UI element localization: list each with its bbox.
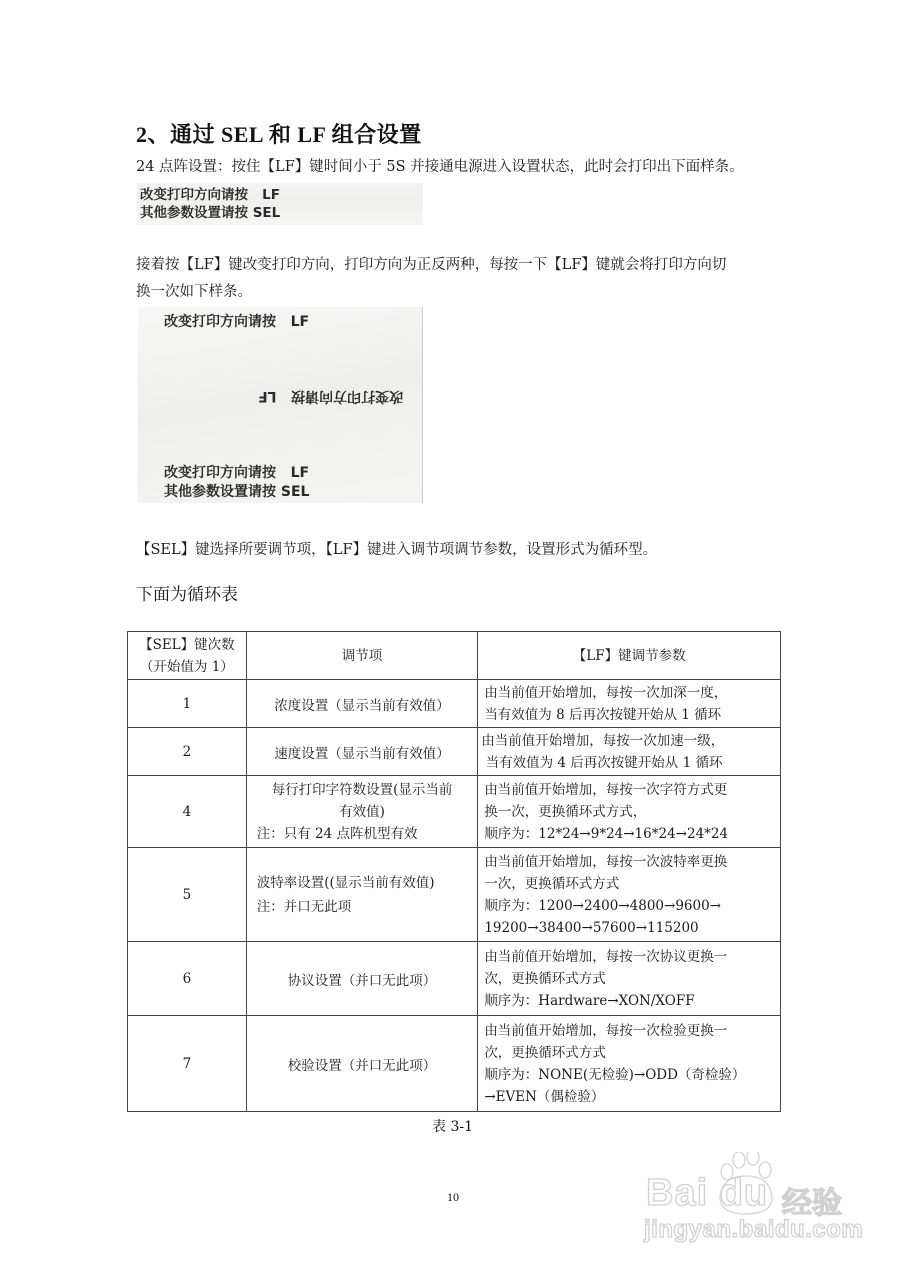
paragraph-line: 接着按【LF】键改变打印方向，打印方向为正反两种，每按一下【LF】键就会将打印方向切 [136,257,727,273]
receipt-sample-1 [137,183,423,225]
table-row [128,1016,781,1112]
watermark-jingyan: 经验 [782,1187,842,1220]
receipt-line: 改变打印方向请按 LF [140,187,280,203]
cell-param: 由当前值开始增加，每按一次字符方式更 换一次，更换循环式方式， 顺序为：12*24→9*24→16*24→24*24 [478,776,781,848]
cell-param: 由当前值开始增加，每按一次检验更换一 次，更换循环式方式 顺序为：NONE(无检验)→ODD（奇检验） →EVEN（偶检验） [478,1016,781,1112]
watermark-brand: Bai du [646,1172,769,1214]
paragraph-print-direction [136,252,726,306]
baidu-jingyan-watermark [642,1152,862,1252]
watermark-url: jingyan.baidu.com [644,1216,864,1243]
cell-count: 5 [128,848,247,942]
receipt-sample-2 [138,307,423,503]
table-row [128,728,781,776]
table-row [128,848,781,942]
paragraph-sel-lf-usage: 【SEL】键选择所要调节项，【LF】键进入调节项调节参数，设置形式为循环型。 [136,542,658,558]
paragraph-line: 换一次如下样条。 [136,284,252,300]
paragraph-24dot-setup: 24 点阵设置：按住【LF】键时间小于 5S 并接通电源进入设置状态，此时会打印出下面样条。 [136,159,744,175]
section-title: 2、通过 SEL 和 LF 组合设置 [136,122,422,147]
cycle-table [127,631,781,1112]
receipt-line: 改变打印方向请按 LF [164,465,310,481]
header-lf-param: 【LF】键调节参数 [478,632,781,680]
cell-param: 由当前值开始增加，每按一次加速一级， 当有效值为 4 后再次按键开始从 1 循环 [478,728,781,776]
cell-count: 1 [128,680,247,728]
cell-count: 2 [128,728,247,776]
cycle-table-heading: 下面为循环表 [136,585,238,605]
cell-item: 速度设置（显示当前有效值） [246,728,478,776]
cell-count: 4 [128,776,247,848]
cell-param: 由当前值开始增加，每按一次协议更换一 次，更换循环式方式 顺序为：Hardware→XON/XOFF [478,942,781,1016]
cell-item: 校验设置（并口无此项） [246,1016,478,1112]
cell-item: 每行打印字符数设置(显示当前 有效值) 注：只有 24 点阵机型有效 [246,776,478,848]
cell-item: 协议设置（并口无此项） [246,942,478,1016]
receipt-line-inverted: 改变打印方向请按 LF [258,388,404,404]
cell-count: 7 [128,1016,247,1112]
page-number: 10 [447,1190,459,1204]
cell-param: 由当前值开始增加，每按一次加深一度， 当有效值为 8 后再次按键开始从 1 循环 [478,680,781,728]
cell-item: 浓度设置（显示当前有效值） [246,680,478,728]
header-sel-count: 【SEL】键次数 （开始值为 1） [128,632,247,680]
cell-count: 6 [128,942,247,1016]
table-row [128,776,781,848]
receipt-line: 改变打印方向请按 LF [164,314,310,330]
header-item: 调节项 [246,632,478,680]
receipt-line: 其他参数设置请按 SEL [164,484,310,500]
table-row [128,942,781,1016]
cell-item: 波特率设置((显示当前有效值) 注：并口无此项 [246,848,478,942]
cell-param: 由当前值开始增加，每按一次波特率更换 一次，更换循环式方式 顺序为：1200→2400→4800→9600→ 19200→38400→57600→115200 [478,848,781,942]
table-row [128,680,781,728]
table-caption [0,1116,905,1136]
table-caption-text: 表 3-1 [432,1119,473,1135]
table-header-row [128,632,781,680]
receipt-line: 其他参数设置请按 SEL [140,205,281,221]
